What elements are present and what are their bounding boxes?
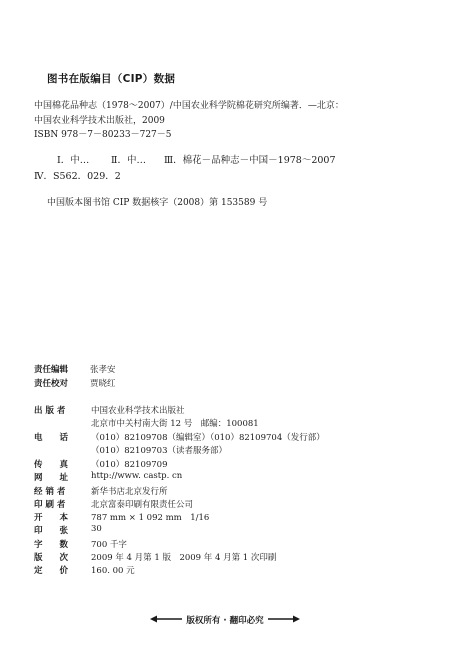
cip-classification-1: Ⅰ．中…	[57, 155, 90, 166]
price-label: 定 价	[34, 566, 69, 576]
distributor-label: 经 销 者	[34, 487, 66, 497]
cip-classification-2: Ⅱ．中…	[111, 155, 146, 166]
cip-isbn: ISBN 978－7－80233－727－5	[34, 130, 172, 140]
credit-editor	[34, 363, 116, 375]
word-count-value: 700 千字	[91, 540, 127, 550]
phone-label: 电 话	[34, 433, 69, 443]
cip-classification-3: Ⅲ．棉花－品种志－中国－1978～2007	[164, 155, 336, 166]
format-value: 787 mm × 1 092 mm 1/16	[91, 513, 210, 523]
copyright-notice	[0, 614, 450, 626]
phone-value-1: （010）82109708（编辑室）（010）82109704（发行部）	[91, 433, 325, 443]
phone-value-2: （010）82109703（读者服务部）	[91, 446, 227, 456]
word-count-label: 字 数	[34, 540, 69, 550]
credit-proofreader	[34, 377, 116, 389]
credit-proofreader-value: 贾晓红	[90, 379, 116, 389]
cip-data-number: 中国版本图书馆 CIP 数据核字（2008）第 153589 号	[47, 198, 268, 208]
website-value: http://www. castp. cn	[91, 471, 183, 481]
credit-editor-value: 张孝安	[90, 365, 116, 375]
printer-label: 印 刷 者	[34, 500, 66, 510]
cip-classification-4: Ⅳ．S562．029．2	[34, 171, 121, 182]
copyright-notice-text: 版权所有 · 翻印必究	[186, 616, 264, 626]
edition-value: 2009 年 4 月第 1 版 2009 年 4 月第 1 次印刷	[91, 553, 277, 563]
sheets-value: 30	[91, 524, 102, 534]
cip-title: 图书在版编目（CIP）数据	[47, 73, 176, 85]
distributor-value: 新华书店北京发行所	[91, 487, 168, 497]
sheets-label: 印 张	[34, 526, 69, 536]
publisher-address: 北京市中关村南大街 12 号 邮编：100081	[91, 419, 259, 429]
printer-value: 北京富泰印刷有限责任公司	[91, 500, 194, 510]
credit-proofreader-label: 责任校对	[34, 379, 69, 389]
format-label: 开 本	[34, 513, 69, 523]
price-value: 160. 00 元	[91, 566, 135, 576]
website-label: 网 址	[34, 473, 69, 483]
cip-bibliographic-line-2: 中国农业科学技术出版社，2009	[34, 116, 165, 126]
edition-label: 版 次	[34, 553, 69, 563]
publisher-value: 中国农业科学技术出版社	[91, 406, 185, 416]
credit-editor-label: 责任编辑	[34, 365, 69, 375]
left-arrow-icon	[150, 615, 182, 626]
right-arrow-icon	[268, 615, 300, 626]
publisher-label: 出 版 者	[34, 406, 66, 416]
fax-label: 传 真	[34, 460, 69, 470]
cip-bibliographic-line-1: 中国棉花品种志（1978～2007）/中国农业科学院棉花研究所编著．—北京：	[34, 101, 344, 111]
fax-value: （010）82109709	[91, 460, 168, 470]
